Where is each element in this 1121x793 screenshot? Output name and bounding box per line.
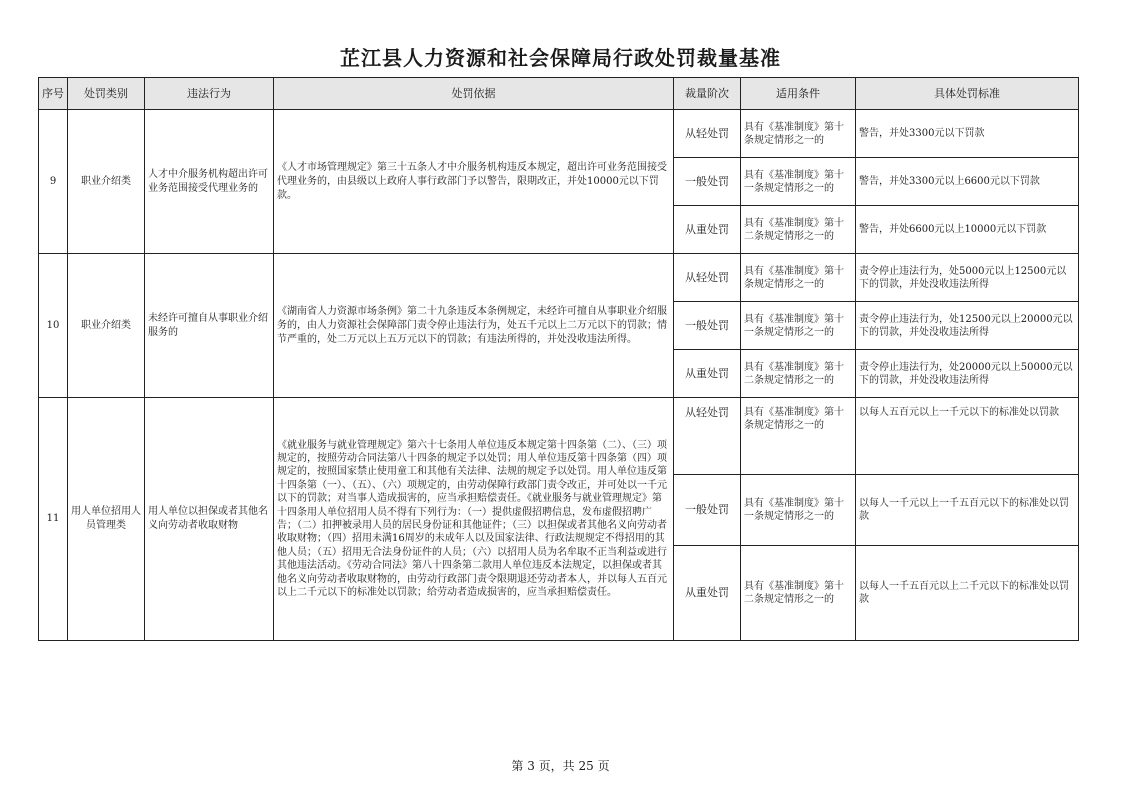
- row-no: 10: [39, 254, 68, 398]
- standard-cell: 以每人一千五百元以上二千元以下的标准处以罚款: [856, 546, 1079, 641]
- condition-cell: 具有《基准制度》第十一条规定情形之一的: [741, 302, 856, 350]
- row-no: 9: [39, 110, 68, 254]
- table-row: [39, 110, 1079, 158]
- standard-cell: 以每人一千元以上一千五百元以下的标准处以罚款: [856, 475, 1079, 546]
- standard-cell: 责令停止违法行为，处20000元以上50000元以下的罚款，并处没收违法所得: [856, 350, 1079, 398]
- standard-cell: 责令停止违法行为，处12500元以上20000元以下的罚款，并处没收违法所得: [856, 302, 1079, 350]
- row-basis: 《人才市场管理规定》第三十五条人才中介服务机构违反本规定，超出许可业务范围接受代理业务的，由县级以上政府人事行政部门予以警告，限期改正，并处10000元以下罚款。: [274, 110, 674, 254]
- standard-cell: 责令停止违法行为，处5000元以上12500元以下的罚款，并处没收违法所得: [856, 254, 1079, 302]
- header-category: 处罚类别: [68, 78, 145, 110]
- row-category: 职业介绍类: [68, 110, 145, 254]
- level-heavy: 从重处罚: [674, 546, 741, 641]
- level-general: 一般处罚: [674, 475, 741, 546]
- header-violation: 违法行为: [145, 78, 274, 110]
- level-light: 从轻处罚: [674, 110, 741, 158]
- level-heavy: 从重处罚: [674, 350, 741, 398]
- header-condition: 适用条件: [741, 78, 856, 110]
- page-number: 第 3 页，共 25 页: [511, 759, 610, 773]
- condition-cell: 具有《基准制度》第十二条规定情形之一的: [741, 350, 856, 398]
- row-no: 11: [39, 398, 68, 641]
- row-basis: 《湖南省人力资源市场条例》第二十九条违反本条例规定，未经许可擅自从事职业介绍服务的，由人力资源社会保障部门责令停止违法行为，处五千元以上二万元以下的罚款；情节严重的，处二万元以上五万元以下的罚款；有违法所得的，并处没收违法所得。: [274, 254, 674, 398]
- page-title: 芷江县人力资源和社会保障局行政处罚裁量基准: [340, 46, 781, 70]
- header-standard: 具体处罚标准: [856, 78, 1079, 110]
- level-general: 一般处罚: [674, 158, 741, 206]
- condition-cell: 具有《基准制度》第十条规定情形之一的: [741, 398, 856, 475]
- penalty-table: [38, 77, 1079, 641]
- condition-cell: 具有《基准制度》第十二条规定情形之一的: [741, 206, 856, 254]
- table-row: [39, 398, 1079, 475]
- row-violation: 用人单位以担保或者其他名义向劳动者收取财物: [145, 398, 274, 641]
- standard-cell: 以每人五百元以上一千元以下的标准处以罚款: [856, 398, 1079, 475]
- table-row: [39, 254, 1079, 302]
- condition-cell: 具有《基准制度》第十一条规定情形之一的: [741, 475, 856, 546]
- level-light: 从轻处罚: [674, 254, 741, 302]
- standard-cell: 警告，并处6600元以上10000元以下罚款: [856, 206, 1079, 254]
- level-heavy: 从重处罚: [674, 206, 741, 254]
- header-level: 裁量阶次: [674, 78, 741, 110]
- row-category: 职业介绍类: [68, 254, 145, 398]
- header-no: 序号: [39, 78, 68, 110]
- row-violation: 人才中介服务机构超出许可业务范围接受代理业务的: [145, 110, 274, 254]
- standard-cell: 警告，并处3300元以下罚款: [856, 110, 1079, 158]
- standard-cell: 警告，并处3300元以上6600元以下罚款: [856, 158, 1079, 206]
- condition-cell: 具有《基准制度》第十条规定情形之一的: [741, 110, 856, 158]
- condition-cell: 具有《基准制度》第十二条规定情形之一的: [741, 546, 856, 641]
- row-basis: 《就业服务与就业管理规定》第六十七条用人单位违反本规定第十四条第（二）、（三）项规定的，按照劳动合同法第八十四条的规定予以处罚；用人单位违反第十四条第（四）项规定的，按照国家禁止使用童工和其他有关法律、法规的规定予以处罚。用人单位违反第十四条第（一）、（五）、（六）项规定的，由劳动保障行政部门责令改正，并可处以一千元以下的罚款；对当事人造成损害的，应当承担赔偿责任。《就业服务与就业管理规定》第十四条用人单位招用人员不得有下列行为：（一）提供虚假招聘信息，发布虚假招聘广告；（二）扣押被录用人员的居民身份证和其他证件；（三）以担保或者其他名义向劳动者收取财物；（四）招用未满16周岁的未成年人以及国家法律、行政法规规定不得招用的其他人员；（五）招用无合法身份证件的人员；（六）以招用人员为名牟取不正当利益或进行其他违法活动。《劳动合同法》第八十四条第二款用人单位违反本法规定，以担保或者其他名义向劳动者收取财物的，由劳动行政部门责令限期退还劳动者本人，并以每人五百元以上二千元以下的标准处以罚款；给劳动者造成损害的，应当承担赔偿责任。: [274, 398, 674, 641]
- level-light: 从轻处罚: [674, 398, 741, 475]
- condition-cell: 具有《基准制度》第十一条规定情形之一的: [741, 158, 856, 206]
- row-violation: 未经许可擅自从事职业介绍服务的: [145, 254, 274, 398]
- condition-cell: 具有《基准制度》第十条规定情形之一的: [741, 254, 856, 302]
- row-category: 用人单位招用人员管理类: [68, 398, 145, 641]
- header-basis: 处罚依据: [274, 78, 674, 110]
- table-header-row: [39, 78, 1079, 110]
- level-general: 一般处罚: [674, 302, 741, 350]
